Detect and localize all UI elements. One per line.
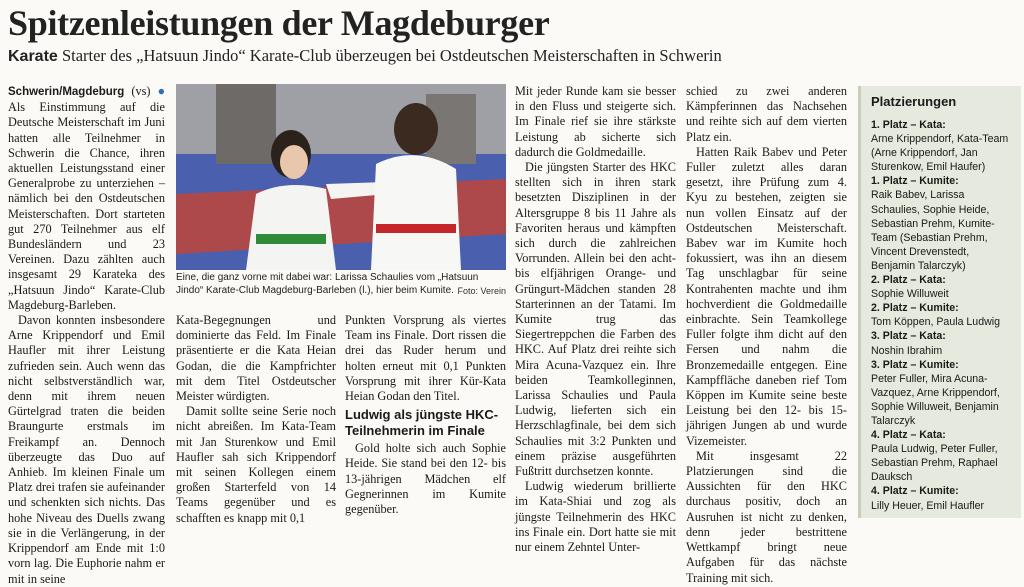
article-column-1 <box>8 84 165 587</box>
headline: Spitzenleistungen der Magdeburger <box>8 3 550 43</box>
lead-paragraph <box>8 84 165 313</box>
article-column-5 <box>686 84 847 586</box>
result-entry <box>871 174 1015 273</box>
results-title: Platzierungen <box>871 94 957 109</box>
paragraph: Mit jeder Runde kam sie besser in den Fluss und steigerte sich. Im Finale rief sie ihre stärkste Leistung ab sicherte sich dadurch die Goldmedaille. <box>515 84 676 159</box>
result-entry <box>871 273 1015 301</box>
karate-photo-illustration <box>176 84 506 270</box>
photo-credit: Foto: Verein <box>457 285 506 296</box>
article-column-3 <box>345 313 506 517</box>
section-heading: Ludwig als jüngste HKC-Teilnehmerin im Finale <box>345 407 499 438</box>
subheadline <box>8 46 722 67</box>
result-label: 2. Platz – Kumite: <box>871 302 959 315</box>
section-kicker: Karate <box>8 48 58 65</box>
paragraph: Damit sollte seine Serie noch nicht abreißen. Im Kata-Team mit Jan Sturenkow und Emil Haufler sah sich Krippendorf mit seinen Kollegen einem großen Starterfeld von 14 Teams gegenüber und es schafften es knapp mit 0,1 <box>176 404 336 525</box>
paragraph: Gold holte sich auch Sophie Heide. Sie stand bei den 12- bis 13-jährigen Mädchen elf Gegnerinnen im Kumite gegenüber. <box>345 441 506 517</box>
article-column-2 <box>176 313 336 526</box>
caption-text: Eine, die ganz vorne mit dabei war: Larissa Schaulies vom „Hatsuun Jindo“ Karate-Club Magdeburg-Barleben (l.), hier beim Kumite. <box>176 272 479 296</box>
result-names: Arne Krippendorf, Kata-Team (Arne Krippendorf, Jan Sturenkow, Emil Haufer) <box>871 133 1009 174</box>
article-photo <box>176 84 506 270</box>
result-label: 2. Platz – Kata: <box>871 274 946 287</box>
dateline-place: Schwerin/Magdeburg <box>8 86 125 98</box>
result-entry <box>871 428 1015 484</box>
paragraph: Davon konnten insbesondere Arne Krippendorf und Emil Haufler mit ihrer Leistung zufrieden sein. Auch wenn das nicht selbstverständlich war, denn mit ihrem neuen Gürtelgrad traten die beiden Braungurte erstmals im Freikampf an. Dennoch überzeugte das Duo auf Anhieb. Im kleinen Finale um Platz drei trafen sie aufeinander und schenkten sich nichts. Das hohe Niveau des Duells zwang sie in die Verlängerung, in der Krippendorf am Ende mit 1:0 vorn lag. Die Euphorie nahm er mit in seine <box>8 313 165 586</box>
paragraph: Die jüngsten Starter des HKC stellten sich in ihren stark besetzten Disziplinen in der Altersgruppe 8 bis 11 Jahre als Favoriten heraus und kämpften sich durch die zahlreichen Vorrunden. Allein bei den acht- bis elfjährigen Orange- und Grüngurt-Mädchen standen 28 Starterinnen an der Tatami. Im Kumite trug das Siegertreppchen die Farben des HKC. Auf Platz drei reihte sich Mira Acuna-Vazquez ein. Ihre beiden Teamkolleginnen, Larissa Schaulies und Paula Ludwig, lieferten sich ein Herzschlagfinale, bei dem sich Schaulies mit 3:2 Punkten und einem präzise ausgeführten Fußtritt durchsetzen konnte. <box>515 160 676 479</box>
article-column-4 <box>515 84 676 555</box>
result-entry <box>871 301 1015 329</box>
result-names: Sophie Willuweit <box>871 288 949 301</box>
result-names: Tom Köppen, Paula Ludwig <box>871 316 1000 329</box>
result-label: 3. Platz – Kumite: <box>871 358 959 371</box>
result-label: 3. Platz – Kata: <box>871 330 946 343</box>
subheadline-text: Starter des „Hatsuun Jindo“ Karate-Club überzeugen bei Ostdeutschen Meisterschaften in Schwerin <box>61 46 722 65</box>
result-names: Raik Babev, Larissa Schaulies, Sophie Heide, Sebastian Prehm, Kumite-Team (Sebastian Prehm, Vincent Drevenstedt, Benjamin Talarczyk) <box>871 189 995 272</box>
photo-caption <box>176 272 506 297</box>
result-label: 4. Platz – Kata: <box>871 429 946 442</box>
paragraph: Ludwig wiederum brillierte im Kata-Shiai und zog als jüngste Teilnehmerin des HKC ins Finale ein. Dort hatte sie mit nur einem Zehntel Unter- <box>515 479 676 555</box>
result-names: Paula Ludwig, Peter Fuller, Sebastian Prehm, Raphael Dauksch <box>871 443 998 484</box>
paragraph: schied zu zwei anderen Kämpferinnen das Nachsehen und reihte sich auf dem vierten Platz ein. <box>686 84 847 144</box>
paragraph: Hatten Raik Babev und Peter Fuller zuletzt alles daran gesetzt, ihre Prüfung zum 4. Kyu zu bestehen, zeigten sie nun vollen Einsatz auf der Ostdeutschen Meisterschaft. Babev war im Kumite hoch fokussiert, was ihn an diesem Tag unschlagbar für seine Kontrahenten machte und ihm hochverdient die Goldmedaille einbrachte. Sein Teamkollege Fuller folgte ihm dicht auf den Fersen und nahm die Bronzemedaille entgegen. Eine Kampffläche daneben rief Tom Köppen im Kumite seine beste Leistung bei den 12- bis 15-jährigen Jungen ab und wurde Vizemeister. <box>686 144 847 448</box>
paragraph: Kata-Begegnungen und dominierte das Feld. Im Finale präsentierte er die Kata Heian Godan, die die Kampfrichter mit dem Titel Ostdeutscher Meister würdigten. <box>176 313 336 404</box>
paragraph: Mit insgesamt 22 Platzierungen sind die Aussichten für den HKC durchaus positiv, doch an Ausruhen ist nicht zu denken, denn jeder bestrittene Wettkampf bringt neue Aufgaben für das nächste Training mit sich. <box>686 448 847 585</box>
result-entry <box>871 484 1015 512</box>
lead-text: Als Einstimmung auf die Deutsche Meisterschaft im Juni hatten alle Teilnehmer in Schwerin die Chance, ihren aktuellen Leistungsstand einer Generalprobe zu unterziehen – nämlich bei den Ostdeutschen Meisterschaften. Dort starteten gut 270 Teilnehmer aus elf Bundesländern und 23 Vereinen. Dazu zählten auch insgesamt 29 Karateka des „Hatsuun Jindo“ Karate-Club Magdeburg-Barleben. <box>8 100 165 312</box>
result-names: Noshin Ibrahim <box>871 344 943 357</box>
dateline-dot-icon: ● <box>157 84 166 98</box>
result-entry <box>871 329 1015 357</box>
result-entry <box>871 358 1015 428</box>
paragraph: Punkten Vorsprung als viertes Team ins Finale. Dort rissen die drei das Ruder herum und holten erneut mit 0,1 Punkten Vorsprung mit ihrer Kür-Kata Heian Godan den Titel. <box>345 313 506 404</box>
result-label: 1. Platz – Kata: <box>871 119 946 131</box>
result-entry <box>871 118 1015 174</box>
dateline-author: (vs) <box>131 84 151 98</box>
result-label: 4. Platz – Kumite: <box>871 485 959 498</box>
result-names: Lilly Heuer, Emil Haufler <box>871 499 985 512</box>
results-box <box>858 86 1021 518</box>
result-names: Peter Fuller, Mira Acuna-Vazquez, Arne Krippendorf, Sophie Willuweit, Benjamin Talarczyk <box>871 372 1000 427</box>
result-label: 1. Platz – Kumite: <box>871 175 959 188</box>
